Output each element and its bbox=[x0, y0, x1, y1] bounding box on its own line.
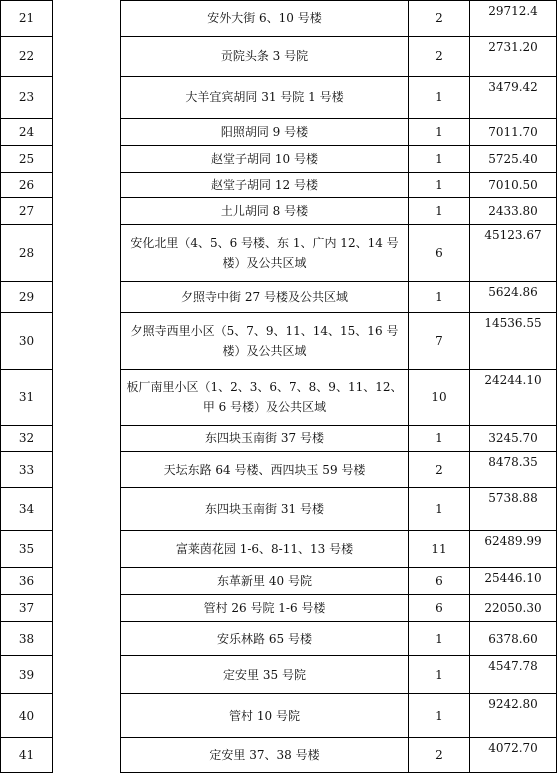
address-cell: 东革新里 40 号院 bbox=[121, 567, 409, 595]
table-row bbox=[1, 119, 557, 146]
row-number: 26 bbox=[1, 172, 53, 198]
blank-cell bbox=[53, 313, 121, 369]
address-cell: 夕照寺西里小区（5、7、9、11、14、15、16 号楼）及公共区域 bbox=[121, 313, 409, 369]
blank-cell bbox=[53, 369, 121, 425]
blank-cell bbox=[53, 1, 121, 37]
address-cell: 定安里 37、38 号楼 bbox=[121, 738, 409, 773]
table-row bbox=[1, 656, 557, 694]
row-number: 34 bbox=[1, 487, 53, 530]
table-row bbox=[1, 224, 557, 281]
table-row bbox=[1, 452, 557, 488]
address-cell: 天坛东路 64 号楼、西四块玉 59 号楼 bbox=[121, 452, 409, 488]
blank-cell bbox=[53, 656, 121, 694]
building-count-cell: 7 bbox=[409, 313, 470, 369]
area-cell: 3245.70 bbox=[470, 425, 557, 452]
address-cell: 富莱茵花园 1-6、8-11、13 号楼 bbox=[121, 530, 409, 567]
building-count-cell: 1 bbox=[409, 694, 470, 738]
blank-cell bbox=[53, 487, 121, 530]
area-cell: 29712.4 bbox=[470, 1, 557, 37]
row-number: 31 bbox=[1, 369, 53, 425]
address-cell: 东四块玉南街 31 号楼 bbox=[121, 487, 409, 530]
building-count-cell: 1 bbox=[409, 621, 470, 656]
row-number: 38 bbox=[1, 621, 53, 656]
address-cell: 管村 26 号院 1-6 号楼 bbox=[121, 595, 409, 622]
row-number: 40 bbox=[1, 694, 53, 738]
table-row bbox=[1, 530, 557, 567]
area-cell: 22050.30 bbox=[470, 595, 557, 622]
area-cell: 7011.70 bbox=[470, 119, 557, 146]
area-cell: 6378.60 bbox=[470, 621, 557, 656]
building-count-cell: 6 bbox=[409, 595, 470, 622]
blank-cell bbox=[53, 198, 121, 225]
table-row bbox=[1, 621, 557, 656]
address-cell: 赵堂子胡同 12 号楼 bbox=[121, 172, 409, 198]
address-cell: 土儿胡同 8 号楼 bbox=[121, 198, 409, 225]
row-number: 21 bbox=[1, 1, 53, 37]
blank-cell bbox=[53, 621, 121, 656]
building-count-cell: 1 bbox=[409, 145, 470, 172]
area-cell: 3479.42 bbox=[470, 76, 557, 119]
building-count-cell: 11 bbox=[409, 530, 470, 567]
building-count-cell: 2 bbox=[409, 1, 470, 37]
row-number: 39 bbox=[1, 656, 53, 694]
address-cell: 管村 10 号院 bbox=[121, 694, 409, 738]
blank-cell bbox=[53, 694, 121, 738]
table-row bbox=[1, 694, 557, 738]
blank-cell bbox=[53, 738, 121, 773]
blank-cell bbox=[53, 145, 121, 172]
building-count-cell: 10 bbox=[409, 369, 470, 425]
row-number: 32 bbox=[1, 425, 53, 452]
row-number: 30 bbox=[1, 313, 53, 369]
table-row bbox=[1, 595, 557, 622]
blank-cell bbox=[53, 119, 121, 146]
table-row bbox=[1, 567, 557, 595]
blank-cell bbox=[53, 567, 121, 595]
blank-cell bbox=[53, 595, 121, 622]
row-number: 37 bbox=[1, 595, 53, 622]
table-row bbox=[1, 172, 557, 198]
table-row bbox=[1, 487, 557, 530]
building-count-cell: 1 bbox=[409, 281, 470, 313]
address-cell: 夕照寺中街 27 号楼及公共区域 bbox=[121, 281, 409, 313]
area-cell: 14536.55 bbox=[470, 313, 557, 369]
table-row bbox=[1, 145, 557, 172]
blank-cell bbox=[53, 425, 121, 452]
blank-cell bbox=[53, 452, 121, 488]
address-cell: 定安里 35 号院 bbox=[121, 656, 409, 694]
building-count-cell: 1 bbox=[409, 172, 470, 198]
table-row bbox=[1, 36, 557, 76]
row-number: 35 bbox=[1, 530, 53, 567]
blank-cell bbox=[53, 172, 121, 198]
row-number: 27 bbox=[1, 198, 53, 225]
building-count-cell: 1 bbox=[409, 76, 470, 119]
row-number: 23 bbox=[1, 76, 53, 119]
blank-cell bbox=[53, 36, 121, 76]
address-cell: 赵堂子胡同 10 号楼 bbox=[121, 145, 409, 172]
row-number: 41 bbox=[1, 738, 53, 773]
area-cell: 5725.40 bbox=[470, 145, 557, 172]
building-count-cell: 6 bbox=[409, 224, 470, 281]
address-cell: 大羊宜宾胡同 31 号院 1 号楼 bbox=[121, 76, 409, 119]
area-cell: 4072.70 bbox=[470, 738, 557, 773]
table-row bbox=[1, 76, 557, 119]
blank-cell bbox=[53, 224, 121, 281]
row-number: 28 bbox=[1, 224, 53, 281]
area-cell: 5738.88 bbox=[470, 487, 557, 530]
building-count-cell: 1 bbox=[409, 425, 470, 452]
building-count-cell: 1 bbox=[409, 656, 470, 694]
table-row bbox=[1, 425, 557, 452]
building-count-cell: 2 bbox=[409, 36, 470, 76]
row-number: 36 bbox=[1, 567, 53, 595]
address-cell: 安化北里（4、5、6 号楼、东 1、广内 12、14 号楼）及公共区域 bbox=[121, 224, 409, 281]
table-row bbox=[1, 369, 557, 425]
area-cell: 2731.20 bbox=[470, 36, 557, 76]
address-cell: 安乐林路 65 号楼 bbox=[121, 621, 409, 656]
table-row bbox=[1, 198, 557, 225]
area-cell: 45123.67 bbox=[470, 224, 557, 281]
area-cell: 5624.86 bbox=[470, 281, 557, 313]
address-cell: 板厂南里小区（1、2、3、6、7、8、9、11、12、甲 6 号楼）及公共区域 bbox=[121, 369, 409, 425]
area-cell: 24244.10 bbox=[470, 369, 557, 425]
row-number: 22 bbox=[1, 36, 53, 76]
row-number: 29 bbox=[1, 281, 53, 313]
row-number: 25 bbox=[1, 145, 53, 172]
area-cell: 7010.50 bbox=[470, 172, 557, 198]
table-row bbox=[1, 313, 557, 369]
address-cell: 贡院头条 3 号院 bbox=[121, 36, 409, 76]
building-count-cell: 1 bbox=[409, 198, 470, 225]
area-cell: 8478.35 bbox=[470, 452, 557, 488]
blank-cell bbox=[53, 530, 121, 567]
table-row bbox=[1, 1, 557, 37]
building-count-cell: 2 bbox=[409, 738, 470, 773]
building-count-cell: 1 bbox=[409, 487, 470, 530]
blank-cell bbox=[53, 281, 121, 313]
building-count-cell: 2 bbox=[409, 452, 470, 488]
row-number: 24 bbox=[1, 119, 53, 146]
address-cell: 东四块玉南街 37 号楼 bbox=[121, 425, 409, 452]
area-cell: 62489.99 bbox=[470, 530, 557, 567]
table-row bbox=[1, 281, 557, 313]
address-cell: 安外大街 6、10 号楼 bbox=[121, 1, 409, 37]
row-number: 33 bbox=[1, 452, 53, 488]
blank-cell bbox=[53, 76, 121, 119]
area-cell: 2433.80 bbox=[470, 198, 557, 225]
table-row bbox=[1, 738, 557, 773]
address-cell: 阳照胡同 9 号楼 bbox=[121, 119, 409, 146]
building-count-cell: 1 bbox=[409, 119, 470, 146]
area-cell: 25446.10 bbox=[470, 567, 557, 595]
building-count-cell: 6 bbox=[409, 567, 470, 595]
area-cell: 4547.78 bbox=[470, 656, 557, 694]
area-cell: 9242.80 bbox=[470, 694, 557, 738]
